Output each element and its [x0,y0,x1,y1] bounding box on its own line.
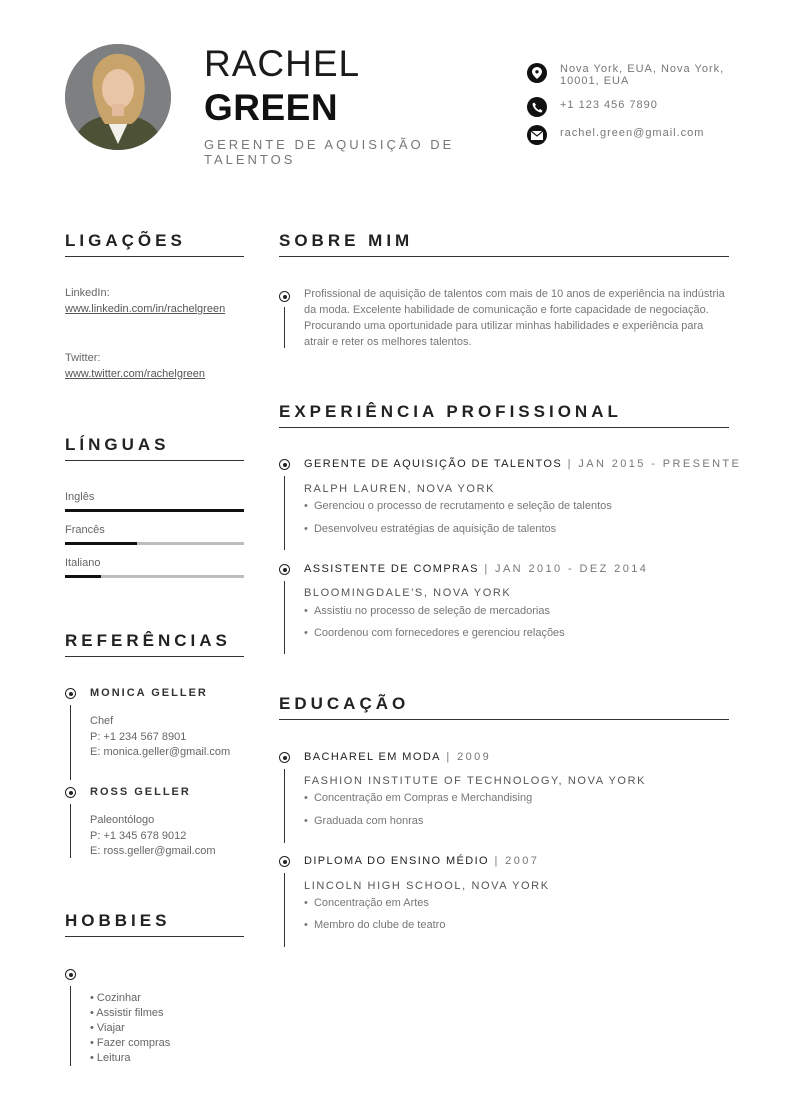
hobbies-list [90,991,170,1066]
list-item: • Coordenou com fornecedores e gerenciou relações [304,627,565,639]
about-text: Profissional de aquisição de talentos com mais de 10 anos de experiência na indústria da moda. Excelente habilidade de comunicação e forte capacidade de negociação. Procurando uma oportunidade para utilizar minhas habilidades e experiência para atrair e reter os melhores talentos. [304,288,725,348]
bullet-text: Coordenou com fornecedores e gerenciou relações [313,627,565,639]
hobby-item: • Fazer compras [90,1037,171,1049]
about-divider [279,256,729,257]
email-icon [527,125,547,145]
experience-date: | JAN 2010 - DEZ 2014 [478,563,649,575]
linkedin-label: LinkedIn: [65,287,110,299]
timeline-line [284,307,285,348]
language-name: Francês [65,524,105,536]
location-text: Nova York, EUA, Nova York, 10001, EUA [560,63,725,87]
timeline-dot [279,291,290,302]
reference-email[interactable]: E: ross.geller@gmail.com [90,845,216,857]
timeline-line [70,804,71,858]
phone-icon [527,97,547,117]
timeline-line [70,986,71,1066]
education-date: | 2009 [440,751,492,763]
email-text[interactable]: rachel.green@gmail.com [560,127,705,139]
language-item [65,491,244,512]
education-degree-text: BACHAREL EM MODA [304,751,441,763]
language-level-bar [65,542,244,545]
language-level-fill [65,509,244,512]
education-title: EDUCAÇÃO [279,694,410,713]
language-level-fill [65,542,137,545]
hobby-item: • Leitura [90,1052,131,1064]
job-title: GERENTE DE AQUISIÇÃO DE TALENTOS [204,137,455,167]
reference-phone: P: +1 234 567 8901 [90,731,187,743]
bullet-text: Assistiu no processo de seleção de mercadorias [313,605,550,617]
experience-role-text: ASSISTENTE DE COMPRAS [304,563,479,575]
education-date: | 2007 [489,855,540,867]
experience-org: BLOOMINGDALE'S, NOVA YORK [304,587,512,599]
timeline-line [70,705,71,780]
hobby-item: • Cozinhar [90,992,141,1004]
timeline-dot [279,459,290,470]
reference-name: ROSS GELLER [90,786,191,798]
contact-phone [527,97,737,117]
list-item: • Graduada com honras [304,815,424,827]
bullet-text: Concentração em Artes [313,897,429,909]
experience-role [304,458,741,470]
experience-divider [279,427,729,428]
contact-email [527,125,737,145]
language-level-fill [65,575,101,578]
timeline-dot [65,787,76,798]
education-degree [304,751,491,763]
timeline-dot [279,752,290,763]
experience-date: | JAN 2015 - PRESENTE [562,458,742,470]
timeline-line [284,581,285,654]
education-school: LINCOLN HIGH SCHOOL, NOVA YORK [304,880,550,892]
list-item: • Assistiu no processo de seleção de mercadorias [304,605,550,617]
about-title: SOBRE MIM [279,231,414,250]
list-item: • Membro do clube de teatro [304,919,446,931]
timeline-dot [65,688,76,699]
list-item: • Desenvolveu estratégias de aquisição de talentos [304,523,557,535]
languages-title: LÍNGUAS [65,435,170,454]
contact-location [527,63,737,87]
twitter-link[interactable]: www.twitter.com/rachelgreen [65,368,205,380]
references-title: REFERÊNCIAS [65,631,231,650]
experience-role-text: GERENTE DE AQUISIÇÃO DE TALENTOS [304,458,563,470]
phone-text: +1 123 456 7890 [560,99,658,111]
first-name: RACHEL [204,43,361,84]
language-name: Italiano [65,557,101,569]
last-name: GREEN [204,87,339,128]
language-item [65,524,244,545]
hobby-item: • Assistir filmes [90,1007,164,1019]
list-item: • Concentração em Artes [304,897,429,909]
language-level-bar [65,509,244,512]
reference-role: Paleontólogo [90,814,155,826]
hobby-item: • Viajar [90,1022,125,1034]
bullet-text: Gerenciou o processo de recrutamento e seleção de talentos [313,500,612,512]
timeline-dot [279,856,290,867]
language-name: Inglês [65,491,95,503]
reference-role: Chef [90,715,114,727]
bullet-text: Graduada com honras [313,815,424,827]
languages-list [65,491,244,590]
bullet-text: Membro do clube de teatro [313,919,446,931]
reference-email[interactable]: E: monica.geller@gmail.com [90,746,231,758]
experience-title: EXPERIÊNCIA PROFISSIONAL [279,402,622,421]
education-degree [304,855,539,867]
list-item: • Concentração em Compras e Merchandising [304,792,533,804]
timeline-line [284,769,285,843]
references-divider [65,656,244,657]
experience-role [304,563,648,575]
language-level-bar [65,575,244,578]
education-school: FASHION INSTITUTE OF TECHNOLOGY, NOVA YORK [304,775,647,787]
reference-phone: P: +1 345 678 9012 [90,830,187,842]
linkedin-link[interactable]: www.linkedin.com/in/rachelgreen [65,303,226,315]
bullet-text: Concentração em Compras e Merchandising [313,792,533,804]
reference-name: MONICA GELLER [90,687,208,699]
timeline-line [284,873,285,947]
timeline-dot [279,564,290,575]
education-degree-text: DIPLOMA DO ENSINO MÉDIO [304,855,490,867]
education-divider [279,719,729,720]
hobbies-title: HOBBIES [65,911,171,930]
links-divider [65,256,244,257]
location-icon [527,63,547,83]
avatar [65,44,171,150]
hobbies-divider [65,936,244,937]
list-item: • Gerenciou o processo de recrutamento e seleção de talentos [304,500,612,512]
timeline-dot [65,969,76,980]
bullet-text: Desenvolveu estratégias de aquisição de talentos [313,523,557,535]
language-item [65,557,244,578]
timeline-line [284,476,285,550]
twitter-label: Twitter: [65,352,101,364]
experience-org: RALPH LAUREN, NOVA YORK [304,483,496,495]
languages-divider [65,460,244,461]
links-title: LIGAÇÕES [65,231,186,250]
